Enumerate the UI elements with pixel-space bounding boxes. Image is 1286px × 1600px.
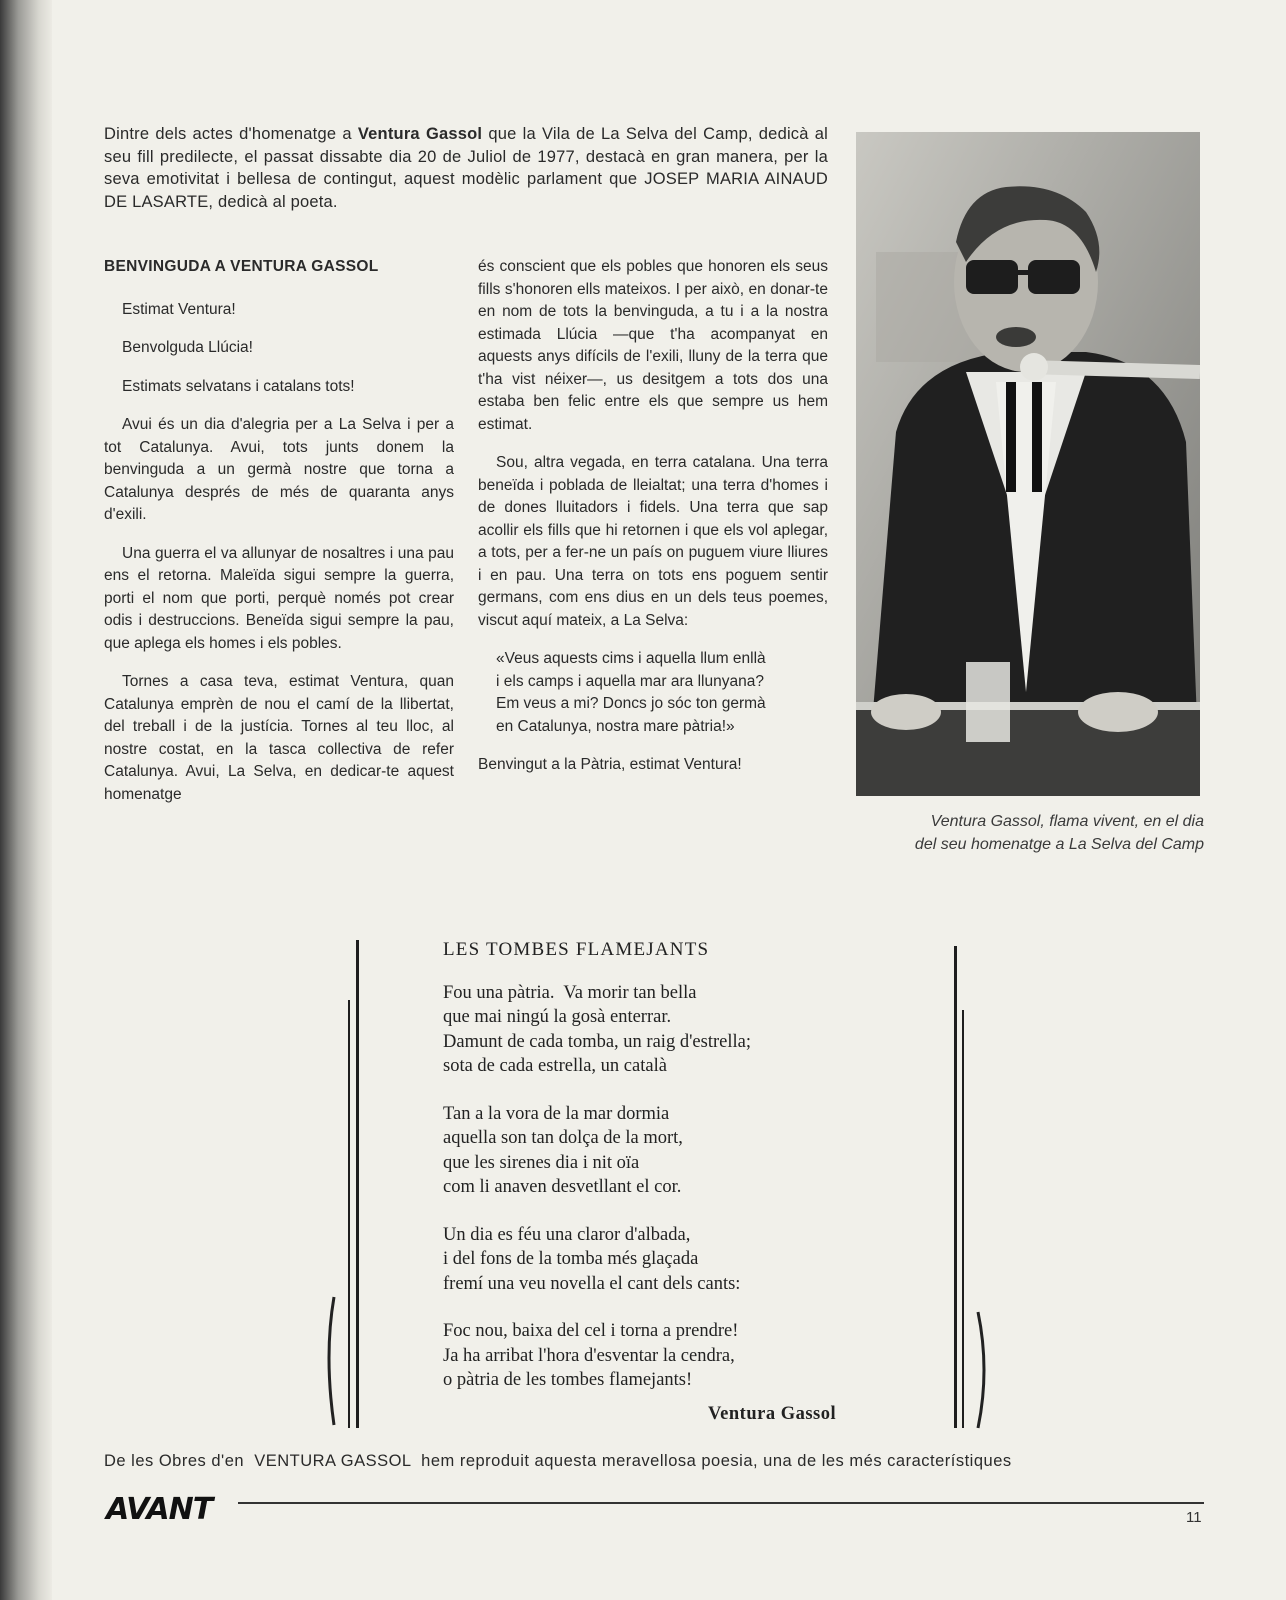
speech-heading: BENVINGUDA A VENTURA GASSOL	[104, 258, 379, 275]
speech-paragraph: Una guerra el va allunyar de nosaltres i una pau ens el retorna. Maleïda sigui sempre la guerra, porti el nom que porti, perquè només pot crear odis i destruccions. Beneïda sigui sempre la pau, que aplega els homes i els pobles.	[104, 544, 454, 652]
intro-text-end: que la Vila de La Selva del Camp, dedicà al seu fill predilecte, el passat dissabte dia 20 de Juliol de 1977, destacà en gran manera, per la seva emotivitat i bellesa de contingut, aquest modèlic parlament que JOSEP MARIA AINAUD DE LASARTE, dedicà al poeta.	[104, 125, 829, 211]
poem-line: Ja ha arribat l'hora d'esventar la cendra,	[443, 1345, 735, 1366]
page-edge-shadow	[0, 0, 52, 1600]
speech-paragraph: Sou, altra vegada, en terra catalana. Una terra beneïda i poblada de lleialtat; una terra d'homes i de dones lluitadors i fidels. Una terra que sap acollir els fills que hi retornen i que els vol aplegar, a tots, per a fer-ne un país on puguem viure lliures i en pau. Una terra on tots ens poguem sentir germans, com ens dius en un dels teus poemes, viscut aquí mateix, a La Selva:	[478, 454, 828, 629]
poem-line: Un dia es féu una claror d'albada,	[443, 1224, 691, 1245]
poem-line: fremí una veu novella el cant dels cants:	[443, 1273, 741, 1294]
speech-column-2	[478, 256, 828, 793]
salutation: Estimat Ventura!	[122, 300, 236, 318]
portrait-photo	[856, 132, 1200, 796]
speech-paragraph: Avui és un dia d'alegria per a La Selva i per a tot Catalunya. Avui, tots junts donem la benvinguda a un germà nostre que torna a Catalunya després de més de quaranta anys d'exili.	[104, 416, 454, 523]
poem-line: sota de cada estrella, un català	[443, 1056, 667, 1076]
speech-column-1	[104, 256, 454, 822]
footnote: De les Obres d'en VENTURA GASSOL hem reproduit aquesta meravellosa poesia, una de les més característiques	[104, 1452, 1012, 1470]
poem	[443, 938, 863, 1416]
portrait-illustration	[856, 132, 1200, 796]
poem-stanza	[443, 981, 863, 1079]
intro-name: Ventura Gassol	[357, 125, 483, 143]
quote-line: i els camps i aquella mar ara llunyana?	[496, 672, 764, 690]
poem-line: Foc nou, baixa del cel i torna a prendre!	[443, 1321, 739, 1341]
poem-line: o pàtria de les tombes flamejants!	[443, 1370, 693, 1390]
poem-line: Fou una pàtria. Va morir tan bella	[443, 982, 697, 1003]
speech-closing: Benvingut a la Pàtria, estimat Ventura!	[478, 756, 742, 773]
poem-line: Damunt de cada tomba, un raig d'estrella;	[443, 1031, 751, 1052]
quote-line: «Veus aquests cims i aquella llum enllà	[496, 650, 766, 667]
poem-stanza	[443, 1102, 863, 1200]
speech-paragraph: és conscient que els pobles que honoren els seus fills s'honoren ells mateixos. I per això, en donar-te en nom de tots la benvinguda, a tu i a la nostra estimada Llúcia —que t'ha acompanyat en aquests anys difícils de l'exili, lluny de la terra que t'ha vist néixer—, us desitgem a tots dos una estaba ben felic entre els que sempre us hem estimat.	[478, 258, 828, 433]
salutation: Benvolguda Llúcia!	[122, 339, 253, 356]
poem-quote	[478, 648, 828, 738]
poem-line: com li anaven desvetllant el cor.	[443, 1177, 682, 1197]
caption-line: del seu homenatge a La Selva del Camp	[914, 836, 1204, 853]
poem-stanza	[443, 1319, 863, 1393]
poem-line: i del fons de la tomba més glaçada	[443, 1249, 699, 1269]
speech-paragraph: Tornes a casa teva, estimat Ventura, quan Catalunya emprèn de nou el camí de la llibertat, del treball i de la justícia. Tornes al teu lloc, al nostre costat, en la tasca collectiva de refer Catalunya. Avui, La Selva, en dedicar-te aquest homenatge	[104, 673, 454, 803]
poem-flourish-right	[968, 1310, 998, 1430]
quote-line: Em veus a mi? Doncs jo sóc ton germà	[496, 695, 766, 712]
salutation: Estimats selvatans i catalans tots!	[122, 377, 355, 395]
footer-rule	[238, 1502, 1204, 1504]
intro-text-start: Dintre dels actes d'homenatge a	[104, 125, 358, 143]
poem-title: LES TOMBES FLAMEJANTS	[443, 939, 710, 960]
poem-author: Ventura Gassol	[708, 1404, 837, 1424]
poem-line: aquella son tan dolça de la mort,	[443, 1128, 683, 1148]
caption-line: Ventura Gassol, flama vivent, en el dia	[930, 813, 1204, 830]
poem-border-left	[356, 940, 359, 1428]
photo-caption	[840, 810, 1204, 856]
quote-line: en Catalunya, nostra mare pàtria!»	[496, 717, 735, 735]
poem-line: que mai ningú la gosà enterrar.	[443, 1007, 672, 1027]
poem-stanza	[443, 1223, 863, 1297]
intro-paragraph	[104, 123, 828, 213]
poem-line: Tan a la vora de la mar dormia	[443, 1103, 670, 1124]
poem-border-right-inner	[962, 1010, 964, 1428]
magazine-logo: AVANT	[106, 1492, 213, 1527]
poem-border-right	[954, 946, 957, 1428]
page-number: 11	[1186, 1509, 1202, 1526]
poem-line: que les sirenes dia i nit oïa	[443, 1152, 640, 1173]
poem-flourish-left	[320, 1295, 350, 1430]
